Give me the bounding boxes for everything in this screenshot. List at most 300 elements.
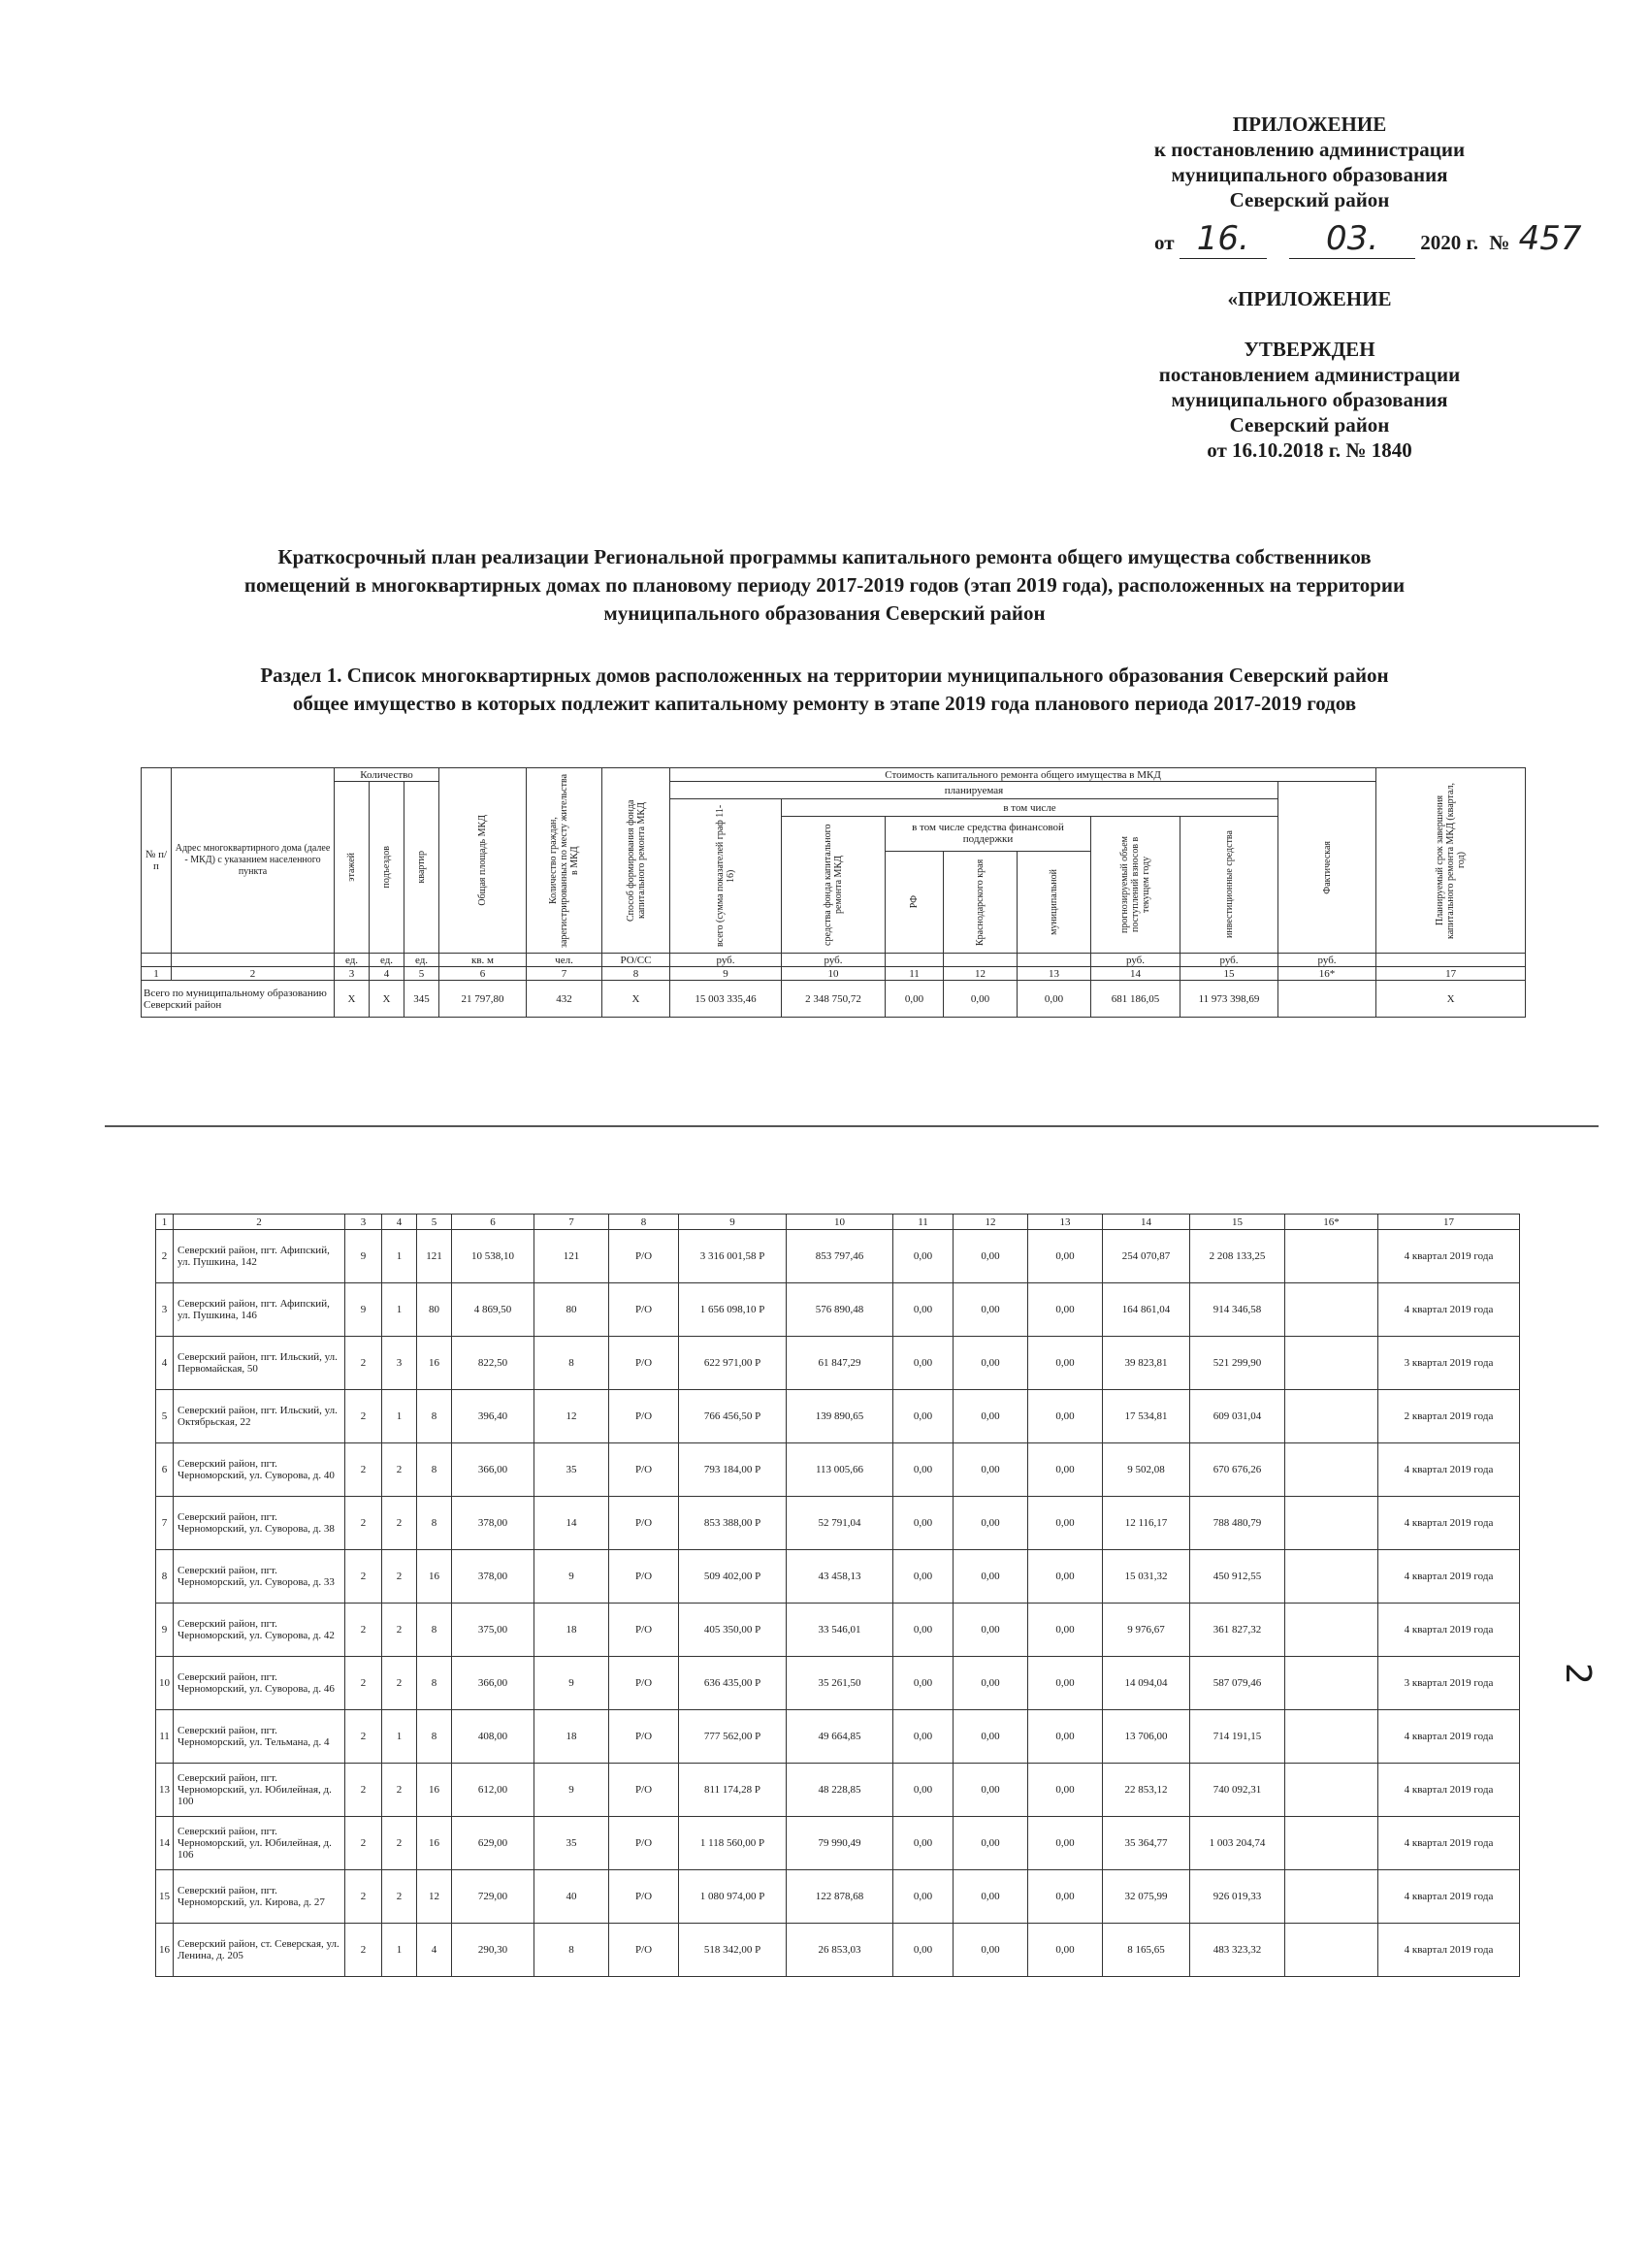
cell-n: 15 bbox=[156, 1870, 174, 1924]
cell-act bbox=[1285, 1657, 1378, 1710]
cell-fund: 52 791,04 bbox=[787, 1497, 893, 1550]
cell-fl: 2 bbox=[345, 1764, 382, 1817]
cell-act bbox=[1285, 1924, 1378, 1977]
cell-en: 1 bbox=[382, 1924, 417, 1977]
cell-ppl: 14 bbox=[534, 1497, 609, 1550]
cell-fc: 8 165,65 bbox=[1103, 1924, 1190, 1977]
cell-mun: 0,00 bbox=[1028, 1550, 1103, 1604]
cell-en: 2 bbox=[382, 1817, 417, 1870]
cell-rf: 0,00 bbox=[893, 1817, 954, 1870]
cell-mun: 0,00 bbox=[1028, 1710, 1103, 1764]
header-line-1: к постановлению администрации bbox=[1153, 138, 1466, 161]
cell-term: 4 квартал 2019 года bbox=[1378, 1283, 1520, 1337]
cell-fc: 9 502,08 bbox=[1103, 1443, 1190, 1497]
header-line-2: муниципального образования bbox=[1171, 163, 1448, 186]
table-row bbox=[156, 1443, 1520, 1497]
table-row bbox=[156, 1390, 1520, 1443]
cell-fq: 16 bbox=[417, 1337, 452, 1390]
cell-kk: 0,00 bbox=[954, 1283, 1028, 1337]
cell-n: 7 bbox=[156, 1497, 174, 1550]
cell-inv: 609 031,04 bbox=[1190, 1390, 1285, 1443]
cell-fund: 113 005,66 bbox=[787, 1443, 893, 1497]
cell-area: 378,00 bbox=[452, 1497, 534, 1550]
cell-area: 375,00 bbox=[452, 1604, 534, 1657]
cell-term: 4 квартал 2019 года bbox=[1378, 1443, 1520, 1497]
table-row bbox=[156, 1764, 1520, 1817]
cell-kk: 0,00 bbox=[954, 1230, 1028, 1283]
cell-fl: 2 bbox=[345, 1924, 382, 1977]
cell-kk: 0,00 bbox=[954, 1604, 1028, 1657]
cell-term: 4 квартал 2019 года bbox=[1378, 1710, 1520, 1764]
cell-n: 8 bbox=[156, 1550, 174, 1604]
cell-fc: 14 094,04 bbox=[1103, 1657, 1190, 1710]
cell-n: 2 bbox=[156, 1230, 174, 1283]
cell-total: 811 174,28 Р bbox=[679, 1764, 787, 1817]
cell-area: 729,00 bbox=[452, 1870, 534, 1924]
table-row bbox=[156, 1283, 1520, 1337]
cell-addr: Северский район, пгт. Черноморский, ул. Суворова, д. 33 bbox=[174, 1550, 345, 1604]
cell-en: 3 bbox=[382, 1337, 417, 1390]
cell-m: Р/О bbox=[609, 1710, 679, 1764]
cell-fq: 4 bbox=[417, 1924, 452, 1977]
cell-area: 366,00 bbox=[452, 1657, 534, 1710]
cell-kk: 0,00 bbox=[954, 1657, 1028, 1710]
cell-mun: 0,00 bbox=[1028, 1443, 1103, 1497]
column-numbers-row bbox=[142, 967, 1526, 981]
cell-addr: Северский район, пгт. Афипский, ул. Пушкина, 142 bbox=[174, 1230, 345, 1283]
column-number: 2 bbox=[174, 1215, 345, 1230]
cell-inv: 714 191,15 bbox=[1190, 1710, 1285, 1764]
cell-kk: 0,00 bbox=[954, 1337, 1028, 1390]
cell-area: 4 869,50 bbox=[452, 1283, 534, 1337]
cell-total: 636 435,00 Р bbox=[679, 1657, 787, 1710]
cell-ppl: 80 bbox=[534, 1283, 609, 1337]
cell-ppl: 40 bbox=[534, 1870, 609, 1924]
cell-mun: 0,00 bbox=[1028, 1390, 1103, 1443]
cell-rf: 0,00 bbox=[893, 1497, 954, 1550]
cell-act bbox=[1285, 1337, 1378, 1390]
cell-fl: 9 bbox=[345, 1230, 382, 1283]
column-number: 3 bbox=[335, 967, 370, 981]
cell-area: 612,00 bbox=[452, 1764, 534, 1817]
cell-fc: 17 534,81 bbox=[1103, 1390, 1190, 1443]
column-number: 12 bbox=[954, 1215, 1028, 1230]
cell-en: 1 bbox=[382, 1230, 417, 1283]
cell-fl: 2 bbox=[345, 1817, 382, 1870]
table-row bbox=[156, 1550, 1520, 1604]
cell-fq: 8 bbox=[417, 1497, 452, 1550]
cell-inv: 450 912,55 bbox=[1190, 1550, 1285, 1604]
approval-title: УТВЕРЖДЕН bbox=[1244, 338, 1375, 361]
cell-total: 1 080 974,00 Р bbox=[679, 1870, 787, 1924]
page-number: 2 bbox=[1557, 1663, 1598, 1685]
cell-ppl: 8 bbox=[534, 1924, 609, 1977]
column-number: 1 bbox=[156, 1215, 174, 1230]
document-title: Краткосрочный план реализации Региональной программы капитального ремонта общего имущества собственников помещений в многоквартирных домах по плановому периоду 2017-2019 годов (этап 2019 года), расположенных на территории муниципального образования Северский район bbox=[243, 545, 1406, 625]
section-title: Раздел 1. Список многоквартирных домов расположенных на территории муниципального образования Северский район общее имущество в которых подлежит капитальному ремонту в этапе 2019 года планового периода 2017-2019 годов bbox=[260, 664, 1389, 715]
column-number: 10 bbox=[782, 967, 886, 981]
header-date-line: от 16. 03. 2020 г. № 457 bbox=[1154, 219, 1582, 258]
cell-total: 1 118 560,00 Р bbox=[679, 1817, 787, 1870]
cell-m: Р/О bbox=[609, 1230, 679, 1283]
cell-fl: 2 bbox=[345, 1497, 382, 1550]
summary-table: № п/п Адрес многоквартирного дома (далее - МКД) с указанием населенного пункта Количество Общая площадь МКД Количество граждан, зарегистрированных по месту жительства в МКД Способ формирования фонда капитального ремонта МКД Стоимость капитального ремонта общего имущества в МКД Планируемый срок завершения капитального ремонта МКД (квартал, год) этажей подъездов квартир планируемая Фактическая всего (сумма показателей граф 11-16) в том числе средства фонда капитального ремонта МКД в том числе средства финансовой поддержки прогнозируемый объем поступлений взносов в текущем году инвестиционные средства РФ Краснодарского края муниципальной ед. ед. ед. кв. м чел. РО/СС руб. руб. руб. руб. руб. 1 2 3 4 5 6 7 8 9 10 11 12 13 14 15 16* 17 Всего по муниципальному образованию Северский район Х Х 345 21 797,80 432 Х 15 003 335,46 2 348 750,72 0,00 0,00 0,00 681 186,05 11 973 398,69 Х bbox=[141, 767, 1526, 1018]
cell-fund: 122 878,68 bbox=[787, 1870, 893, 1924]
cell-term: 3 квартал 2019 года bbox=[1378, 1657, 1520, 1710]
cell-kk: 0,00 bbox=[954, 1817, 1028, 1870]
cell-n: 13 bbox=[156, 1764, 174, 1817]
handwritten-month: 03. bbox=[1326, 219, 1379, 258]
cell-inv: 361 827,32 bbox=[1190, 1604, 1285, 1657]
cell-ppl: 12 bbox=[534, 1390, 609, 1443]
cell-addr: Северский район, пгт. Черноморский, ул. Юбилейная, д. 100 bbox=[174, 1764, 345, 1817]
cell-addr: Северский район, ст. Северская, ул. Ленина, д. 205 bbox=[174, 1924, 345, 1977]
cell-rf: 0,00 bbox=[893, 1924, 954, 1977]
column-number: 17 bbox=[1376, 967, 1526, 981]
column-number: 8 bbox=[602, 967, 670, 981]
column-number: 12 bbox=[944, 967, 1018, 981]
cell-n: 4 bbox=[156, 1337, 174, 1390]
cell-fund: 33 546,01 bbox=[787, 1604, 893, 1657]
cell-total: 853 388,00 Р bbox=[679, 1497, 787, 1550]
cell-n: 16 bbox=[156, 1924, 174, 1977]
cell-inv: 670 676,26 bbox=[1190, 1443, 1285, 1497]
cell-inv: 914 346,58 bbox=[1190, 1283, 1285, 1337]
cell-rf: 0,00 bbox=[893, 1230, 954, 1283]
cell-fq: 8 bbox=[417, 1390, 452, 1443]
cell-fq: 8 bbox=[417, 1443, 452, 1497]
cell-m: Р/О bbox=[609, 1550, 679, 1604]
cell-fund: 853 797,46 bbox=[787, 1230, 893, 1283]
cell-fq: 16 bbox=[417, 1550, 452, 1604]
cell-ppl: 35 bbox=[534, 1817, 609, 1870]
cell-fund: 79 990,49 bbox=[787, 1817, 893, 1870]
cell-kk: 0,00 bbox=[954, 1870, 1028, 1924]
cell-addr: Северский район, пгт. Черноморский, ул. Тельмана, д. 4 bbox=[174, 1710, 345, 1764]
cell-term: 4 квартал 2019 года bbox=[1378, 1924, 1520, 1977]
cell-term: 4 квартал 2019 года bbox=[1378, 1497, 1520, 1550]
cell-fc: 22 853,12 bbox=[1103, 1764, 1190, 1817]
cell-fund: 43 458,13 bbox=[787, 1550, 893, 1604]
cell-fund: 576 890,48 bbox=[787, 1283, 893, 1337]
cell-fq: 16 bbox=[417, 1817, 452, 1870]
cell-fund: 48 228,85 bbox=[787, 1764, 893, 1817]
cell-area: 629,00 bbox=[452, 1817, 534, 1870]
cell-ppl: 121 bbox=[534, 1230, 609, 1283]
column-number: 11 bbox=[893, 1215, 954, 1230]
cell-n: 9 bbox=[156, 1604, 174, 1657]
cell-fl: 2 bbox=[345, 1604, 382, 1657]
column-number: 9 bbox=[670, 967, 782, 981]
cell-fund: 61 847,29 bbox=[787, 1337, 893, 1390]
cell-fc: 35 364,77 bbox=[1103, 1817, 1190, 1870]
cell-mun: 0,00 bbox=[1028, 1657, 1103, 1710]
cell-act bbox=[1285, 1710, 1378, 1764]
cell-en: 1 bbox=[382, 1390, 417, 1443]
cell-fc: 13 706,00 bbox=[1103, 1710, 1190, 1764]
cell-term: 4 квартал 2019 года bbox=[1378, 1817, 1520, 1870]
cell-inv: 1 003 204,74 bbox=[1190, 1817, 1285, 1870]
cell-fund: 49 664,85 bbox=[787, 1710, 893, 1764]
cell-term: 4 квартал 2019 года bbox=[1378, 1550, 1520, 1604]
cell-inv: 788 480,79 bbox=[1190, 1497, 1285, 1550]
column-number: 7 bbox=[527, 967, 602, 981]
cell-addr: Северский район, пгт. Ильский, ул. Первомайская, 50 bbox=[174, 1337, 345, 1390]
cell-area: 10 538,10 bbox=[452, 1230, 534, 1283]
cell-total: 1 656 098,10 Р bbox=[679, 1283, 787, 1337]
cell-n: 11 bbox=[156, 1710, 174, 1764]
cell-rf: 0,00 bbox=[893, 1390, 954, 1443]
cell-fund: 139 890,65 bbox=[787, 1390, 893, 1443]
cell-term: 4 квартал 2019 года bbox=[1378, 1230, 1520, 1283]
cell-m: Р/О bbox=[609, 1497, 679, 1550]
separator-line bbox=[105, 1125, 1599, 1127]
cell-fl: 2 bbox=[345, 1550, 382, 1604]
cell-kk: 0,00 bbox=[954, 1710, 1028, 1764]
cell-inv: 2 208 133,25 bbox=[1190, 1230, 1285, 1283]
column-number: 1 bbox=[142, 967, 172, 981]
cell-rf: 0,00 bbox=[893, 1550, 954, 1604]
cell-ppl: 18 bbox=[534, 1604, 609, 1657]
cell-en: 2 bbox=[382, 1657, 417, 1710]
total-row: Всего по муниципальному образованию Северский район Х Х 345 21 797,80 432 Х 15 003 335,46 2 348 750,72 0,00 0,00 0,00 681 186,05 11 973 398,69 Х bbox=[142, 981, 1526, 1018]
table-row bbox=[156, 1230, 1520, 1283]
handwritten-day: 16. bbox=[1196, 219, 1249, 258]
cell-inv: 521 299,90 bbox=[1190, 1337, 1285, 1390]
cell-en: 2 bbox=[382, 1870, 417, 1924]
cell-n: 6 bbox=[156, 1443, 174, 1497]
cell-m: Р/О bbox=[609, 1817, 679, 1870]
cell-fq: 121 bbox=[417, 1230, 452, 1283]
cell-rf: 0,00 bbox=[893, 1443, 954, 1497]
column-number: 10 bbox=[787, 1215, 893, 1230]
cell-fc: 39 823,81 bbox=[1103, 1337, 1190, 1390]
cell-act bbox=[1285, 1230, 1378, 1283]
cell-ppl: 18 bbox=[534, 1710, 609, 1764]
cell-n: 3 bbox=[156, 1283, 174, 1337]
column-number: 17 bbox=[1378, 1215, 1520, 1230]
cell-addr: Северский район, пгт. Черноморский, ул. Суворова, д. 40 bbox=[174, 1443, 345, 1497]
cell-mun: 0,00 bbox=[1028, 1283, 1103, 1337]
cell-act bbox=[1285, 1443, 1378, 1497]
cell-ppl: 9 bbox=[534, 1550, 609, 1604]
cell-rf: 0,00 bbox=[893, 1337, 954, 1390]
cell-m: Р/О bbox=[609, 1657, 679, 1710]
cell-en: 2 bbox=[382, 1497, 417, 1550]
cell-act bbox=[1285, 1817, 1378, 1870]
table-row bbox=[156, 1657, 1520, 1710]
cell-addr: Северский район, пгт. Черноморский, ул. Юбилейная, д. 106 bbox=[174, 1817, 345, 1870]
column-number: 5 bbox=[417, 1215, 452, 1230]
cell-fc: 32 075,99 bbox=[1103, 1870, 1190, 1924]
cell-m: Р/О bbox=[609, 1390, 679, 1443]
cell-term: 4 квартал 2019 года bbox=[1378, 1764, 1520, 1817]
cell-m: Р/О bbox=[609, 1604, 679, 1657]
cell-rf: 0,00 bbox=[893, 1283, 954, 1337]
cell-total: 3 316 001,58 Р bbox=[679, 1230, 787, 1283]
cell-fc: 164 861,04 bbox=[1103, 1283, 1190, 1337]
cell-m: Р/О bbox=[609, 1283, 679, 1337]
cell-ppl: 9 bbox=[534, 1657, 609, 1710]
cell-area: 366,00 bbox=[452, 1443, 534, 1497]
cell-en: 2 bbox=[382, 1443, 417, 1497]
column-number: 6 bbox=[439, 967, 527, 981]
handwritten-number: 457 bbox=[1518, 219, 1582, 258]
cell-inv: 483 323,32 bbox=[1190, 1924, 1285, 1977]
cell-area: 290,30 bbox=[452, 1924, 534, 1977]
cell-m: Р/О bbox=[609, 1337, 679, 1390]
column-number: 16* bbox=[1278, 967, 1376, 981]
cell-total: 793 184,00 Р bbox=[679, 1443, 787, 1497]
cell-mun: 0,00 bbox=[1028, 1497, 1103, 1550]
cell-mun: 0,00 bbox=[1028, 1870, 1103, 1924]
cell-act bbox=[1285, 1550, 1378, 1604]
cell-addr: Северский район, пгт. Афипский, ул. Пушкина, 146 bbox=[174, 1283, 345, 1337]
cell-total: 777 562,00 Р bbox=[679, 1710, 787, 1764]
column-number: 4 bbox=[370, 967, 404, 981]
cell-term: 4 квартал 2019 года bbox=[1378, 1870, 1520, 1924]
header-block bbox=[1057, 112, 1562, 212]
cell-fq: 80 bbox=[417, 1283, 452, 1337]
cell-addr: Северский район, пгт. Черноморский, ул. Суворова, д. 42 bbox=[174, 1604, 345, 1657]
cell-mun: 0,00 bbox=[1028, 1924, 1103, 1977]
cell-inv: 740 092,31 bbox=[1190, 1764, 1285, 1817]
table-row bbox=[156, 1337, 1520, 1390]
cell-kk: 0,00 bbox=[954, 1390, 1028, 1443]
cell-fl: 2 bbox=[345, 1443, 382, 1497]
cell-fund: 35 261,50 bbox=[787, 1657, 893, 1710]
cell-mun: 0,00 bbox=[1028, 1817, 1103, 1870]
column-number: 7 bbox=[534, 1215, 609, 1230]
cell-addr: Северский район, пгт. Черноморский, ул. Кирова, д. 27 bbox=[174, 1870, 345, 1924]
column-number: 11 bbox=[886, 967, 944, 981]
cell-rf: 0,00 bbox=[893, 1870, 954, 1924]
column-number: 3 bbox=[345, 1215, 382, 1230]
cell-en: 2 bbox=[382, 1604, 417, 1657]
cell-act bbox=[1285, 1497, 1378, 1550]
cell-m: Р/О bbox=[609, 1870, 679, 1924]
header-line-3: Северский район bbox=[1229, 188, 1390, 211]
cell-kk: 0,00 bbox=[954, 1550, 1028, 1604]
cell-fc: 12 116,17 bbox=[1103, 1497, 1190, 1550]
column-number: 14 bbox=[1091, 967, 1180, 981]
table-row bbox=[156, 1870, 1520, 1924]
cell-mun: 0,00 bbox=[1028, 1337, 1103, 1390]
cell-mun: 0,00 bbox=[1028, 1764, 1103, 1817]
table-row bbox=[156, 1710, 1520, 1764]
cell-kk: 0,00 bbox=[954, 1497, 1028, 1550]
cell-addr: Северский район, пгт. Черноморский, ул. Суворова, д. 46 bbox=[174, 1657, 345, 1710]
column-number: 9 bbox=[679, 1215, 787, 1230]
cell-m: Р/О bbox=[609, 1924, 679, 1977]
column-number: 4 bbox=[382, 1215, 417, 1230]
table-row bbox=[156, 1924, 1520, 1977]
cell-fl: 2 bbox=[345, 1870, 382, 1924]
cell-fq: 8 bbox=[417, 1657, 452, 1710]
cell-en: 1 bbox=[382, 1710, 417, 1764]
approval-appendix: «ПРИЛОЖЕНИЕ bbox=[1227, 287, 1392, 310]
column-number: 2 bbox=[172, 967, 335, 981]
cell-term: 4 квартал 2019 года bbox=[1378, 1604, 1520, 1657]
cell-m: Р/О bbox=[609, 1443, 679, 1497]
column-numbers-row bbox=[156, 1215, 1520, 1230]
cell-fc: 254 070,87 bbox=[1103, 1230, 1190, 1283]
cell-m: Р/О bbox=[609, 1764, 679, 1817]
cell-act bbox=[1285, 1604, 1378, 1657]
approval-block: «ПРИЛОЖЕНИЕ УТВЕРЖДЕН постановлением администрации муниципального образования Северский район от 16.10.2018 г. № 1840 bbox=[1057, 286, 1562, 463]
cell-total: 766 456,50 Р bbox=[679, 1390, 787, 1443]
cell-en: 2 bbox=[382, 1550, 417, 1604]
cell-addr: Северский район, пгт. Ильский, ул. Октябрьская, 22 bbox=[174, 1390, 345, 1443]
cell-rf: 0,00 bbox=[893, 1764, 954, 1817]
table-row bbox=[156, 1497, 1520, 1550]
column-number: 5 bbox=[404, 967, 439, 981]
column-number: 8 bbox=[609, 1215, 679, 1230]
column-number: 14 bbox=[1103, 1215, 1190, 1230]
cell-n: 5 bbox=[156, 1390, 174, 1443]
cell-fl: 2 bbox=[345, 1710, 382, 1764]
cell-act bbox=[1285, 1870, 1378, 1924]
cell-rf: 0,00 bbox=[893, 1710, 954, 1764]
cell-fl: 2 bbox=[345, 1657, 382, 1710]
cell-total: 518 342,00 Р bbox=[679, 1924, 787, 1977]
cell-addr: Северский район, пгт. Черноморский, ул. Суворова, д. 38 bbox=[174, 1497, 345, 1550]
cell-term: 3 квартал 2019 года bbox=[1378, 1337, 1520, 1390]
cell-kk: 0,00 bbox=[954, 1443, 1028, 1497]
cell-total: 405 350,00 Р bbox=[679, 1604, 787, 1657]
cell-mun: 0,00 bbox=[1028, 1230, 1103, 1283]
cell-mun: 0,00 bbox=[1028, 1604, 1103, 1657]
cell-en: 1 bbox=[382, 1283, 417, 1337]
column-number: 15 bbox=[1180, 967, 1278, 981]
cell-n: 14 bbox=[156, 1817, 174, 1870]
cell-total: 622 971,00 Р bbox=[679, 1337, 787, 1390]
cell-total: 509 402,00 Р bbox=[679, 1550, 787, 1604]
cell-area: 822,50 bbox=[452, 1337, 534, 1390]
column-number: 13 bbox=[1018, 967, 1091, 981]
cell-ppl: 8 bbox=[534, 1337, 609, 1390]
column-number: 16* bbox=[1285, 1215, 1378, 1230]
cell-fq: 16 bbox=[417, 1764, 452, 1817]
cell-ppl: 35 bbox=[534, 1443, 609, 1497]
cell-rf: 0,00 bbox=[893, 1657, 954, 1710]
column-number: 6 bbox=[452, 1215, 534, 1230]
table-row bbox=[156, 1604, 1520, 1657]
cell-kk: 0,00 bbox=[954, 1924, 1028, 1977]
cell-fq: 8 bbox=[417, 1710, 452, 1764]
cell-fl: 2 bbox=[345, 1337, 382, 1390]
cell-fc: 9 976,67 bbox=[1103, 1604, 1190, 1657]
cell-kk: 0,00 bbox=[954, 1764, 1028, 1817]
cell-ppl: 9 bbox=[534, 1764, 609, 1817]
table-row bbox=[156, 1817, 1520, 1870]
cell-act bbox=[1285, 1390, 1378, 1443]
appendix-title: ПРИЛОЖЕНИЕ bbox=[1232, 113, 1387, 136]
cell-rf: 0,00 bbox=[893, 1604, 954, 1657]
houses-table bbox=[155, 1214, 1520, 1977]
cell-area: 408,00 bbox=[452, 1710, 534, 1764]
units-row: ед. ед. ед. кв. м чел. РО/СС руб. руб. руб. руб. руб. bbox=[142, 954, 1526, 967]
cell-term: 2 квартал 2019 года bbox=[1378, 1390, 1520, 1443]
column-number: 13 bbox=[1028, 1215, 1103, 1230]
cell-area: 378,00 bbox=[452, 1550, 534, 1604]
cell-fl: 9 bbox=[345, 1283, 382, 1337]
cell-area: 396,40 bbox=[452, 1390, 534, 1443]
cell-en: 2 bbox=[382, 1764, 417, 1817]
cell-inv: 926 019,33 bbox=[1190, 1870, 1285, 1924]
cell-fq: 8 bbox=[417, 1604, 452, 1657]
cell-fc: 15 031,32 bbox=[1103, 1550, 1190, 1604]
